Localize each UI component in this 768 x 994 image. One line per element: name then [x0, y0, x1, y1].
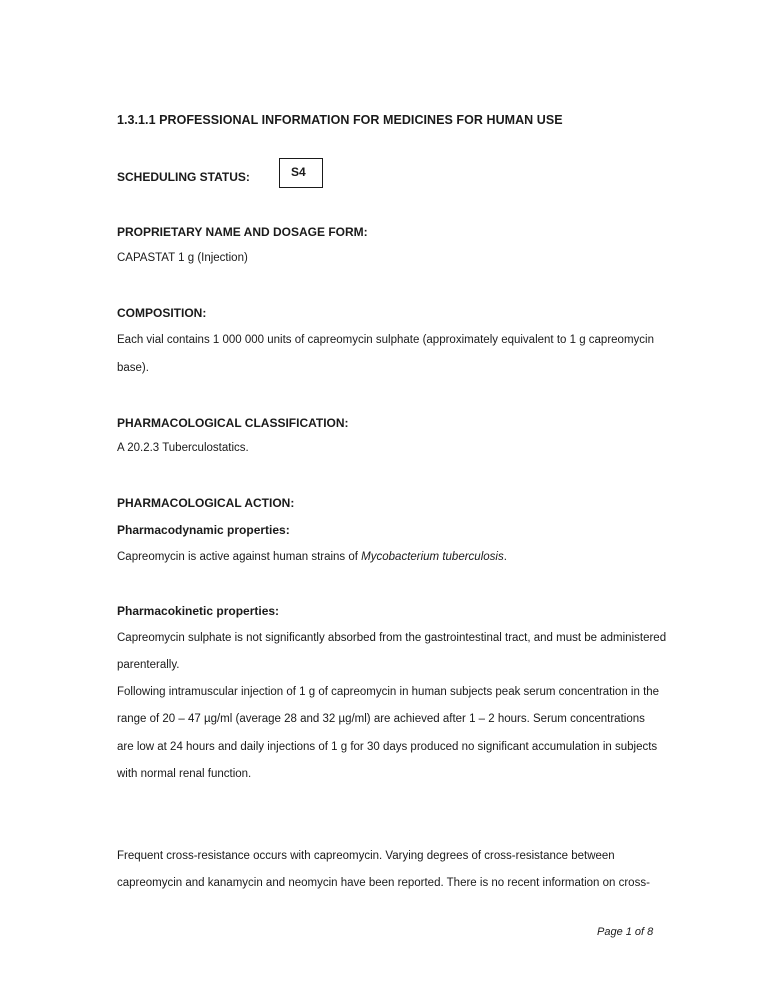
pharmacokinetic-line: parenterally.	[117, 659, 180, 671]
pharmacodynamic-text-end: .	[503, 551, 507, 563]
organism-name: Mycobacterium tuberculosis	[361, 551, 504, 563]
pharmacological-action-heading: PHARMACOLOGICAL ACTION:	[117, 496, 295, 510]
pharmacokinetic-heading: Pharmacokinetic properties:	[117, 604, 280, 618]
composition-line: base).	[117, 362, 149, 374]
pharmacokinetic-line: Following intramuscular injection of 1 g of capreomycin in human subjects peak serum concentration in the	[117, 686, 660, 698]
pharmacodynamic-heading: Pharmacodynamic properties:	[117, 523, 290, 537]
resistance-line: Frequent cross-resistance occurs with capreomycin. Varying degrees of cross-resistance between	[117, 850, 615, 862]
page-number: Page 1 of 8	[597, 926, 654, 938]
document-title: 1.3.1.1 PROFESSIONAL INFORMATION FOR MEDICINES FOR HUMAN USE	[117, 113, 563, 127]
pharmacokinetic-line: with normal renal function.	[117, 768, 252, 780]
scheduling-status-label: SCHEDULING STATUS:	[117, 170, 250, 184]
pharmacokinetic-line: are low at 24 hours and daily injections of 1 g for 30 days produced no significant accumulation in subjects	[117, 741, 658, 753]
composition-heading: COMPOSITION:	[117, 306, 207, 320]
proprietary-heading: PROPRIETARY NAME AND DOSAGE FORM:	[117, 225, 368, 239]
classification-text: A 20.2.3 Tuberculostatics.	[117, 442, 249, 454]
scheduling-status-box	[279, 158, 323, 188]
pharmacodynamic-text	[117, 551, 507, 563]
scheduling-status-value: S4	[291, 165, 306, 179]
pharmacokinetic-line: Capreomycin sulphate is not significantly absorbed from the gastrointestinal tract, and must be administered	[117, 632, 667, 644]
resistance-line: capreomycin and kanamycin and neomycin have been reported. There is no recent information on cross-	[117, 877, 650, 889]
classification-heading: PHARMACOLOGICAL CLASSIFICATION:	[117, 416, 349, 430]
pharmacokinetic-line: range of 20 – 47 µg/ml (average 28 and 32 µg/ml) are achieved after 1 – 2 hours. Serum concentrations	[117, 713, 645, 725]
proprietary-text: CAPASTAT 1 g (Injection)	[117, 252, 248, 264]
pharmacodynamic-text-start: Capreomycin is active against human strains of	[117, 551, 362, 563]
composition-line: Each vial contains 1 000 000 units of capreomycin sulphate (approximately equivalent to 1 g capreomycin	[117, 334, 654, 346]
